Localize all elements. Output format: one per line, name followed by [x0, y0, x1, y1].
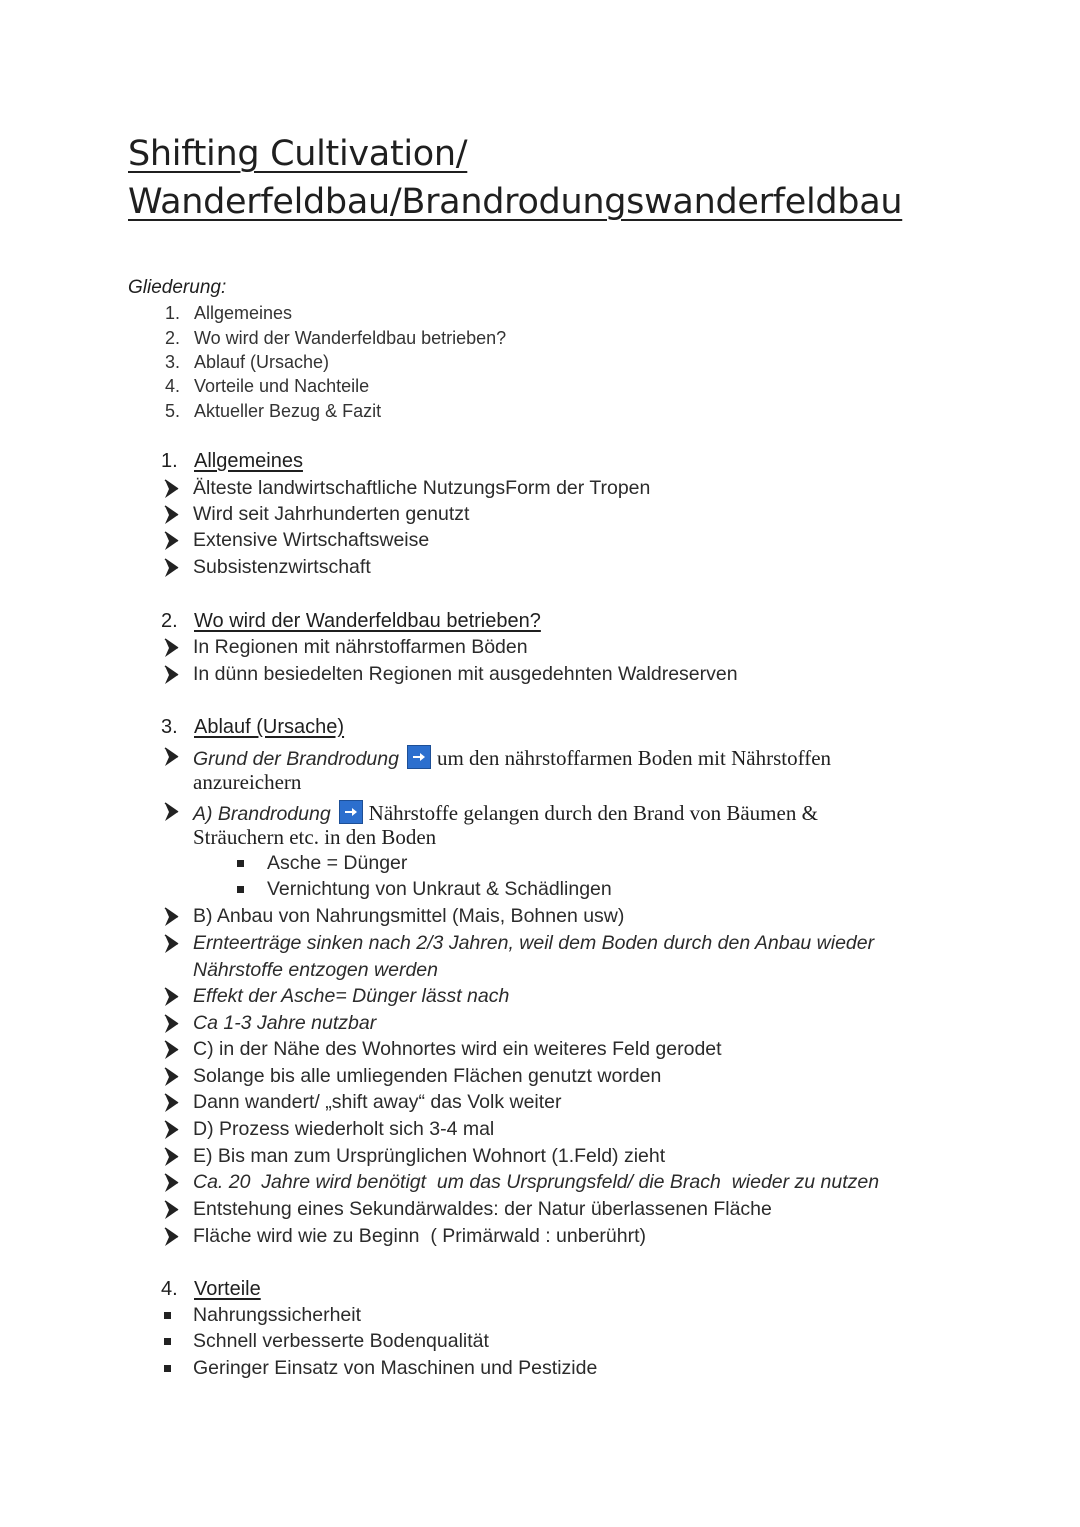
arrow-bullet-icon: [163, 985, 181, 1009]
arrow-bullet-icon: [163, 1171, 181, 1195]
document-page: Shifting Cultivation/ Wanderfeldbau/Brandrodungswanderfeldbau Gliederung: 1. Allgemeines 2. Wo wird der Wanderfeldbau betrieben? 3. Ablauf (Ursache) 4. Vorteile und Nachteile 5. Aktueller Bezug & Fazit 1. Allgemeines Älteste landwirtschaftliche NutzungsForm der Tropen Wird seit Jahrhunderten genutzt Extensive Wirtschaftsweise Subsistenzwirtschaft 2. Wo wird der Wanderfeldbau betrieben? In Regionen mit nährstoffarmen Böden In dünn besiedelten Regionen mit ausgedehnten Waldreserven 3. Ablauf (Ursache) Grund der Brandrodung um den nährstoffarmen Boden mit Nährstoffen anzureichern A) Brandrodung Nährstoffe gelangen durch den Brand von Bäumen & Sträuchern etc. in den Boden Asche = Dünger Vernichtung von Unkraut & Schädlingen B) Anbau von Nahrungsmittel (Mais, Bohnen usw) Ernteerträge sinken nach 2/3 Jahren, weil dem Boden durch den Anbau wieder Nährstoffe entzogen werden Effekt der Asche= Dünger lässt nach Ca 1-3 Jahre nutzbar C) in der Nähe des Wohnortes wird ein weiteres Feld gerodet Solange bis alle umliegenden Flächen genutzt worden Dann wandert/ „shift away“ das Volk weiter D) Prozess wiederholt sich 3-4 mal E) Bis man zum Ursprünglichen Wohnort (1.Feld) zieht Ca. 20 Jahre wird benötigt um das Ursprungsfeld/ die Brach wieder zu nutzen Entstehung eines Sekundärwaldes: der Natur überlassenen Fläche Fläche wird wie zu Beginn ( Primärwald : unberührt) 4. Vorteile Nahrungssicherheit Schnell verbesserte Bodenqualität Geringer Einsatz von Maschinen und Pestizide: [0, 0, 1080, 1527]
arrow-bullet-icon: [163, 745, 181, 769]
arrow-bullet-icon: [163, 1118, 181, 1142]
title-line-2: Wanderfeldbau/Brandrodungswanderfeldbau: [128, 182, 903, 222]
arrow-bullet-icon: [163, 529, 181, 553]
square-bullet-icon: [164, 1312, 171, 1319]
list-item-continuation: anzureichern: [193, 770, 302, 794]
arrow-bullet-icon: [163, 1038, 181, 1062]
arrow-bullet-icon: [163, 1012, 181, 1036]
arrow-bullet-icon: [163, 636, 181, 660]
arrow-right-icon: [407, 745, 431, 769]
arrow-bullet-icon: [163, 1225, 181, 1249]
arrow-bullet-icon: [163, 503, 181, 527]
arrow-bullet-icon: [163, 1065, 181, 1089]
arrow-bullet-icon: [163, 1198, 181, 1222]
outline-heading: Gliederung:: [128, 277, 227, 298]
arrow-bullet-icon: [163, 556, 181, 580]
square-bullet-icon: [164, 1338, 171, 1345]
arrow-bullet-icon: [163, 932, 181, 956]
title-line-1: Shifting Cultivation/: [128, 134, 468, 174]
square-bullet-icon: [237, 860, 244, 867]
square-bullet-icon: [237, 886, 244, 893]
arrow-bullet-icon: [163, 663, 181, 687]
arrow-bullet-icon: [163, 1091, 181, 1115]
arrow-right-icon: [339, 800, 363, 824]
arrow-bullet-icon: [163, 1145, 181, 1169]
list-item-continuation: Sträuchern etc. in den Boden: [193, 825, 437, 849]
arrow-bullet-icon: [163, 477, 181, 501]
document-title: [128, 130, 902, 226]
arrow-bullet-icon: [163, 905, 181, 929]
arrow-bullet-icon: [163, 800, 181, 824]
square-bullet-icon: [164, 1365, 171, 1372]
list-item-continuation: Nährstoffe entzogen werden: [193, 959, 438, 981]
